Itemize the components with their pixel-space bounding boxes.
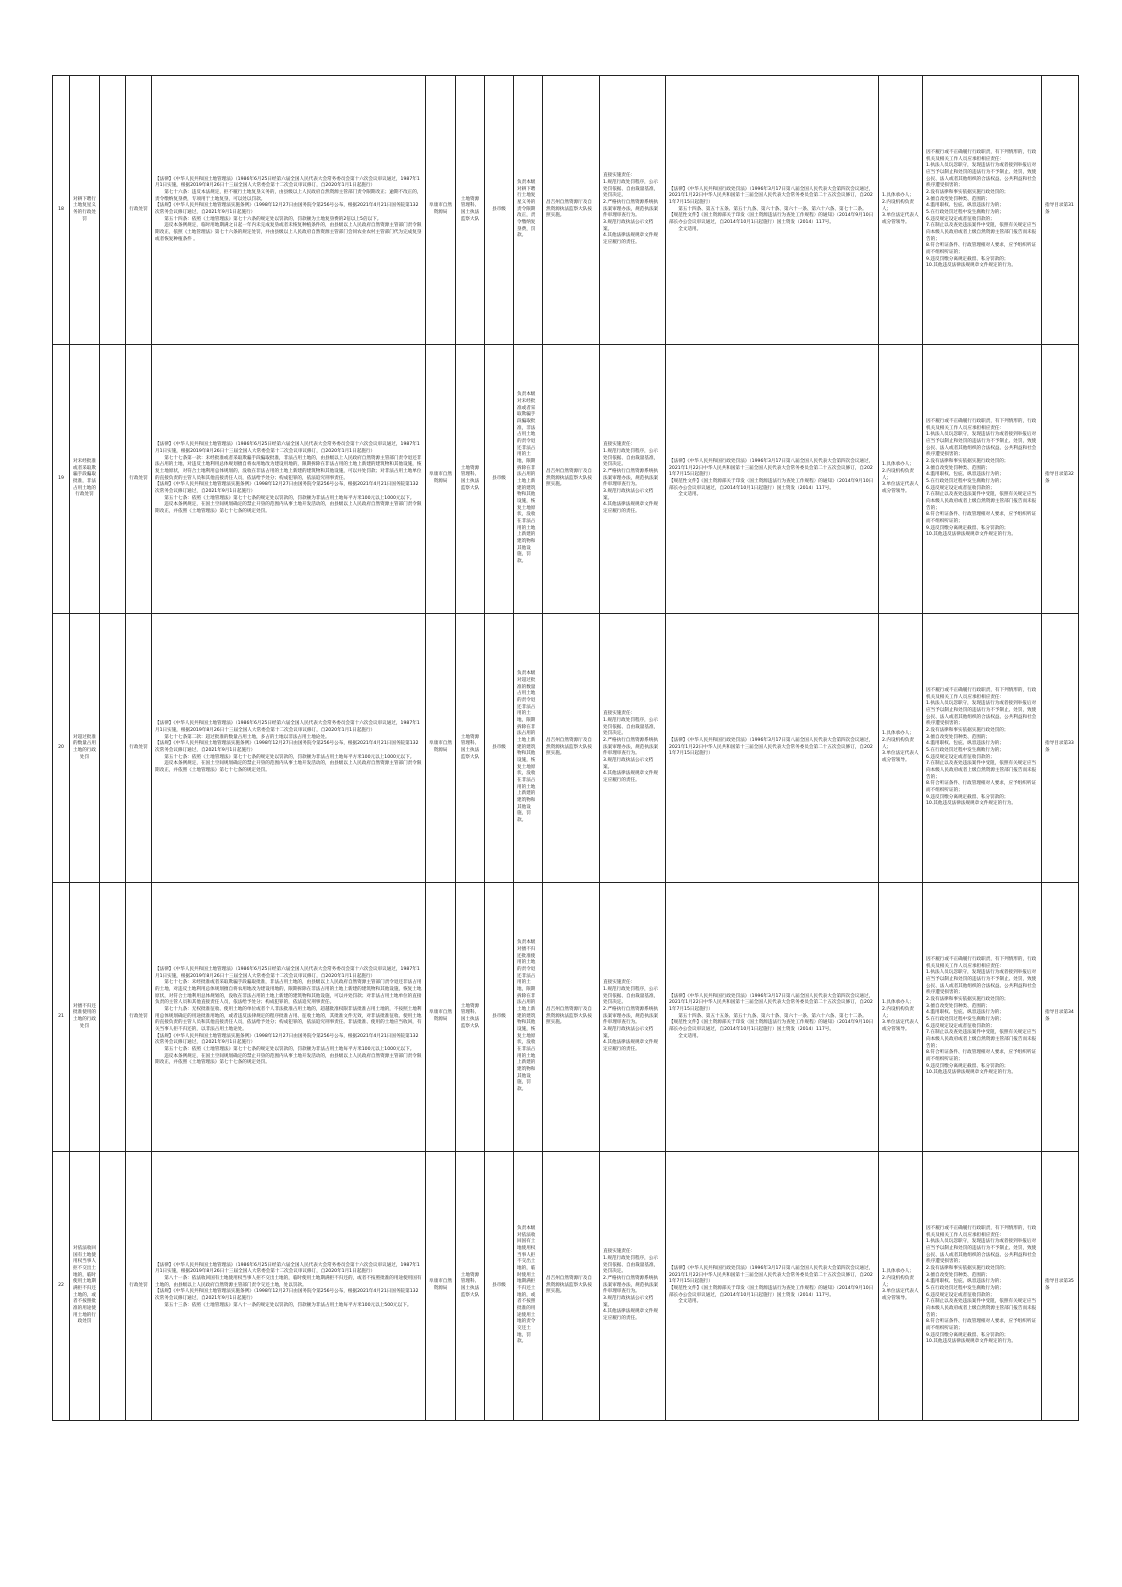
responsible-subject <box>879 1152 923 1421</box>
legal-basis <box>152 883 426 1152</box>
implementing-agency: 阜康市自然资源局 <box>426 345 456 614</box>
responsibility-basis-text: 【法律】《中华人民共和国行政处罚法》（1996年3月17日第八届全国人民代表大会第四次会议通过，2021年1月22日中华人民共和国第十三届全国人民代表大会常务委员会第二十五次会议修订，自2021年7月15日起施行） 【规范性文件】《国土资源部关于印发〈国土资源违法行为查处工作规程〉的通知》（2014年9月10日部长办公会议审议通过，自2014年10月1日起施行）国土资发（2014）117号。 全文适用。 <box>669 459 874 498</box>
coordinating-department: 昌吉州自然资源厅及自然资源执法监察大队按照实施。 <box>543 1152 600 1421</box>
accountability-text: 因不履行或不正确履行行政职责，有下列情形的，行政机关及相关工作人员应承担相应责任： 1.执法人员玩忽职守，发现违法行为或者接到举报后对应当予以制止和处罚的违法行为不予制止、处罚，致使公民、法人或者其他组织的合法权益、公共利益和社会秩序遭受损害的； 2.没有法律和事实依据实施行政处罚的； 3.擅自改变处罚种类、范围的； 4.滥用职权、包庇、纵容违法行为的； 5.在行政处罚过程中发生腐败行为的； 6.违反规定设定或者征收罚款的； 7.在制止以及查处违法案件中受阻，依照有关规定应当向本级人民政府或者上级自然资源主管部门报告而未报告的； 8.符合听证条件、行政管理相对人要求，应予组织听证而不组织听证的； 9.违反罚缴分离规定截留、私分罚款的； 10.其他违反法律法规规章文件规定的行为。 <box>926 688 1037 807</box>
duty-description <box>600 76 666 345</box>
item-type: 行政处罚 <box>126 345 152 614</box>
responsible-subject <box>879 345 923 614</box>
undertaking-unit: 土地资源管理科、国土执法监察大队 <box>456 883 485 1152</box>
accountability-situation <box>923 883 1042 1152</box>
responsible-subject-text: 1.具体承办人； 2.内设机构负责人； 3.单位法定代表人或分管领导。 <box>882 193 919 225</box>
responsibility-basis-text: 【法律】《中华人民共和国行政处罚法》（1996年3月17日第八届全国人民代表大会第四次会议通过，2021年1月22日中华人民共和国第十三届全国人民代表大会常务委员会第二十五次会议修订，自2021年7月15日起施行） <box>669 738 874 757</box>
power-list-table <box>52 75 1079 1421</box>
legal-basis <box>152 614 426 883</box>
responsible-subject-text: 1.具体承办人； 2.内设机构负责人； 3.单位法定代表人或分管领导。 <box>882 1269 919 1301</box>
catalog-reference: 指导目录第31条 <box>1042 76 1079 345</box>
catalog-reference: 指导目录第33条 <box>1042 614 1079 883</box>
undertaking-unit: 土地资源管理科、国土执法监察大队 <box>456 614 485 883</box>
responsible-subject-text: 1.具体承办人； 2.内设机构负责人； 3.单位法定代表人或分管领导。 <box>882 1000 919 1032</box>
table-row <box>53 1152 1079 1421</box>
coordinating-department: 昌吉州自然资源厅及自然资源执法监察大队按照实施。 <box>543 345 600 614</box>
implementing-agency: 阜康市自然资源局 <box>426 883 456 1152</box>
duty-description <box>600 345 666 614</box>
responsibility-basis <box>666 345 879 614</box>
legal-basis-text: 【法律】《中华人民共和国土地管理法》（1986年6月25日经第六届全国人民代表大会常务委员会第十六次会议审议通过，1987年1月1日实施，根据2019年8月26日十三届全国人大常委会第十二次会议审议修订，自2020年1月1日起施行） 第七十七条：未经批准或者采取欺骗手段骗取批准，非法占用土地的，由县级以上人民政府自然资源主管部门责令退还非法占用的土地，对违反土地利用总体规划擅自将农用地改为建设用地的，限期拆除在非法占用的土地上新建的建筑物和其他设施，恢复土地原状，对符合土地利用总体规划的，没收在非法占用的土地上新建的建筑物和其他设施，可以并处罚款；对非法占用土地单位的直接负责的主管人员和其他直接责任人员，依法给予处分；构成犯罪的，依法追究刑事责任。 第七十九条：无权批准征收、使用土地的单位或者个人非法批准占用土地的，超越批准权限非法批准占用土地的，不按照土地利用总体规划确定的用途批准用地的，或者违反法律规定的程序批准占用、征收土地的，其批准文件无效，对非法批准征收、使用土地的直接负责的主管人员和其他直接责任人员，依法给予处分；构成犯罪的，依法追究刑事责任。非法批准、使用的土地应当收回，有关当事人拒不归还的，以非法占用土地论处。 【法规】《中华人民共和国土地管理法实施条例》（1998年12月27日由国务院令第256号公布，根据2021年4月21日国务院第132次常务会议修订通过，自2021年9月1日起施行） 第五十七条：依照《土地管理法》第七十七条的规定处以罚款的，罚款额为非法占用土地每平方米100元以上1000元以下。 违反本条例规定，在国土空间规划确定的禁止开垦的范围内从事土地开发活动的，由县级以上人民政府自然资源主管部门责令限期改正，并依照《土地管理法》第七十七条的规定处罚。 <box>155 967 422 1066</box>
item-type: 行政处罚 <box>126 883 152 1152</box>
blank-cell <box>100 76 126 345</box>
responsibility-matter: 负责本级对超过批准的数量占用土地的责令退还非法占用的土地，限期拆除在非法占用的土地上新建的建筑物和其他设施，恢复土地原状，没收在非法占用的土地上新建的建筑物和其他设施，罚款。 <box>514 614 543 883</box>
accountability-situation <box>923 1152 1042 1421</box>
exercise-level: 县市级 <box>485 76 514 345</box>
duty-text: 直接实施责任： 1.规范行政处罚程序，公示处罚依据、自由裁量基准，处罚决定。 2.严格执行自然资源系统执法案审理办法，规范执法案件审理审查行为。 3.规范行政执法公示文档案。 4.其他法律法规规章文件规定应履行的责任。 <box>603 173 659 245</box>
responsibility-basis <box>666 1152 879 1421</box>
item-type: 行政处罚 <box>126 614 152 883</box>
table-row <box>53 614 1079 883</box>
table-row <box>53 345 1079 614</box>
item-name: 对超过批准的数量占用土地的行政处罚 <box>70 614 100 883</box>
undertaking-unit: 土地资源管理科、国土执法监察大队 <box>456 345 485 614</box>
item-type: 行政处罚 <box>126 1152 152 1421</box>
accountability-situation <box>923 345 1042 614</box>
responsibility-matter: 负责本级对未经批准或者采取欺骗手段骗取批准，非法占用土地的责令退还非法占用的土地，限期拆除在非法占用的土地上新建的建筑物和其他设施，恢复土地原状，没收在非法占用的土地上新建的建筑物和其他设施，罚款。 <box>514 345 543 614</box>
responsibility-matter: 负责本级对耕下聘行土地复星义务的责令限期改正，责令缴纳复垦费，罚款。 <box>514 76 543 345</box>
exercise-level: 县市级 <box>485 1152 514 1421</box>
blank-cell <box>100 883 126 1152</box>
duty-description <box>600 1152 666 1421</box>
catalog-reference: 指导目录第34条 <box>1042 883 1079 1152</box>
responsibility-basis <box>666 883 879 1152</box>
duty-text: 直接实施责任： 1.规范行政处罚程序，公示处罚依据、自由裁量基准，处罚决定。 2.严格执行自然资源系统执法案审理办法，规范执法案件审理审查行为。 3.规范行政执法公示文档案。 4.其他法律法规规章文件规定应履行的责任。 <box>603 1249 659 1321</box>
item-name: 对依法收回国有土地使用权当事人拒不交出土地的，临时使用土地期满拒不归还土地的，或者不按照批准的用途使用土地的行政处罚 <box>70 1152 100 1421</box>
accountability-situation <box>923 76 1042 345</box>
responsible-subject <box>879 883 923 1152</box>
item-name: 对未经批准或者采取欺骗手段骗取批准，非法占用土地的行政处罚 <box>70 345 100 614</box>
responsibility-basis <box>666 76 879 345</box>
blank-cell <box>100 345 126 614</box>
duty-description <box>600 614 666 883</box>
catalog-reference: 指导目录第35条 <box>1042 1152 1079 1421</box>
responsible-subject <box>879 76 923 345</box>
legal-basis-text: 【法律】《中华人民共和国土地管理法》（1986年6月25日经第六届全国人民代表大会常务委员会第十六次会议审议通过，1987年1月1日实施，根据2019年8月26日十三届全国人大常委会第十二次会议审议修订，自2020年1月1日起施行） 第七十七条第一款：未经批准或者采取欺骗手段骗取批准，非法占用土地的，由县级以上人民政府自然资源主管部门责令退还非法占用的土地，对违反土地利用总体规划擅自将农用地改为建设用地的，限期拆除在非法占用的土地上新建的建筑物和其他设施，恢复土地原状，对符合土地利用总体规划的，没收在非法占用的土地上新建的建筑物和其他设施，可以并处罚款；对非法占用土地单位的直接负责的主管人员和其他直接责任人员，依法给予处分；构成犯罪的，依法追究刑事责任。 【法规】《中华人民共和国土地管理法实施条例》（1998年12月27日由国务院令第256号公布，根据2021年4月21日国务院第132次常务会议修订通过，自2021年9月1日起施行） 第五十七条：依照《土地管理法》第七十七条的规定处以罚款的，罚款额为非法占用土地每平方米100元以上1000元以下。 违反本条例规定，在国土空间规划确定的禁止开垦的范围内从事土地开发活动的，由县级以上人民政府自然资源主管部门责令限期改正，并依照《土地管理法》第七十七条的规定处罚。 <box>155 442 422 514</box>
legal-basis <box>152 1152 426 1421</box>
table-row <box>53 883 1079 1152</box>
accountability-text: 因不履行或不正确履行行政职责，有下列情形的，行政机关及相关工作人员应承担相应责任： 1.执法人员玩忽职守，发现违法行为或者接到举报后对应当予以制止和处罚的违法行为不予制止、处罚，致使公民、法人或者其他组织的合法权益、公共利益和社会秩序遭受损害的； 2.没有法律和事实依据实施行政处罚的； 3.擅自改变处罚种类、范围的； 4.滥用职权、包庇、纵容违法行为的； 5.在行政处罚过程中发生腐败行为的； 6.违反规定设定或者征收罚款的； 7.在制止以及查处违法案件中受阻，依照有关规定应当向本级人民政府或者上级自然资源主管部门报告而未报告的； 8.符合听证条件、行政管理相对人要求，应予组织听证而不组织听证的； 9.违反罚缴分离规定截留、私分罚款的； 10.其他违反法律法规规章文件规定的行为。 <box>926 150 1037 269</box>
exercise-level: 县市级 <box>485 345 514 614</box>
responsible-subject-text: 1.具体承办人； 2.内设机构负责人； 3.单位法定代表人或分管领导。 <box>882 462 919 494</box>
accountability-situation <box>923 614 1042 883</box>
item-type: 行政处罚 <box>126 76 152 345</box>
undertaking-unit: 土地资源管理科、国土执法监察大队 <box>456 76 485 345</box>
row-number: 19 <box>53 345 70 614</box>
responsibility-basis-text: 【法律】《中华人民共和国行政处罚法》（1996年3月17日第八届全国人民代表大会第四次会议通过，2021年1月22日中华人民共和国第十三届全国人民代表大会常务委员会第二十五次会议修订，自2021年7月15日起施行） 第五十四条、第五十五条、第五十九条、第六十条、第六十一条、第六十六条、第七十二条。 【规范性文件】《国土资源部关于印发〈国土资源违法行为查处工作规程〉的通知》（2014年9月10日部长办公会议审议通过，自2014年10月1日起施行）国土资发（2014）117号。 全文适用。 <box>669 186 874 232</box>
legal-basis <box>152 76 426 345</box>
responsibility-basis-text: 【法律】《中华人民共和国行政处罚法》（1996年3月17日第八届全国人民代表大会第四次会议通过，2021年1月22日中华人民共和国第十三届全国人民代表大会常务委员会第二十五次会议修订，自2021年7月15日起施行） 第五十四条、第五十五条、第五十九条、第六十条、第六十一条、第六十六条、第七十二条。 【规范性文件】《国土资源部关于印发〈国土资源违法行为查处工作规程〉的通知》（2014年9月10日部长办公会议审议通过，自2014年10月1日起施行）国土资发（2014）117号。 全文适用。 <box>669 993 874 1039</box>
legal-basis <box>152 345 426 614</box>
implementing-agency: 阜康市自然资源局 <box>426 1152 456 1421</box>
implementing-agency: 阜康市自然资源局 <box>426 614 456 883</box>
catalog-reference: 指导目录第32条 <box>1042 345 1079 614</box>
duty-description <box>600 883 666 1152</box>
responsibility-matter: 负责本级对擅不归还批准使用的土地的责令退还非法占用的土地，限期拆除在非法占用的土地上新建的建筑物和其他设施，恢复土地原状，没收在非法占用的土地上新建的建筑物和其他设施，罚款。 <box>514 883 543 1152</box>
legal-basis-text: 【法律】《中华人民共和国土地管理法》（1986年6月25日经第六届全国人民代表大会常务委员会第十六次会议审议通过，1987年1月1日实施，根据2019年8月26日十三届全国人大常委会第十二次会议审议修订，自2020年1月1日起施行） 第七十七条第二款：超过批准的数量占用土地，多占的土地以非法占用土地论处。 【法规】《中华人民共和国土地管理法实施条例》（1998年12月27日由国务院令第256号公布，根据2021年4月21日国务院第132次常务会议修订通过，自2021年9月1日起施行） 第五十七条：依照《土地管理法》第七十七条的规定处以罚款的，罚款额为非法占用土地每平方米100元以上1000元以下。 违反本条例规定，在国土空间规划确定的禁止开垦的范围内从事土地开发活动的，由县级以上人民政府自然资源主管部门责令限期改正，并依照《土地管理法》第七十七条的规定处罚。 <box>155 721 422 773</box>
responsible-subject <box>879 614 923 883</box>
coordinating-department: 昌吉州自然资源厅及自然资源执法监察大队按照实施。 <box>543 614 600 883</box>
coordinating-department: 昌吉州自然资源厅及自然资源执法监察大队按照实施。 <box>543 883 600 1152</box>
duty-text: 直接实施责任： 1.规范行政处罚程序，公示处罚依据、自由裁量基准，处罚决定。 2.严格执行自然资源系统执法案审理办法，规范执法案件审理审查行为。 3.规范行政执法公示文档案。 4.其他法律法规规章文件规定应履行的责任。 <box>603 711 659 783</box>
duty-text: 直接实施责任： 1.规范行政处罚程序，公示处罚依据、自由裁量基准，处罚决定。 2.严格执行自然资源系统执法案审理办法，规范执法案件审理审查行为。 3.规范行政执法公示文档案。 4.其他法律法规规章文件规定应履行的责任。 <box>603 980 659 1052</box>
coordinating-department: 昌吉州自然资源厅及自然资源执法监察大队按照实施。 <box>543 76 600 345</box>
accountability-text: 因不履行或不正确履行行政职责，有下列情形的，行政机关及相关工作人员应承担相应责任： 1.执法人员玩忽职守，发现违法行为或者接到举报后对应当予以制止和处罚的违法行为不予制止、处罚，致使公民、法人或者其他组织的合法权益、公共利益和社会秩序遭受损害的； 2.没有法律和事实依据实施行政处罚的； 3.擅自改变处罚种类、范围的； 4.滥用职权、包庇、纵容违法行为的； 5.在行政处罚过程中发生腐败行为的； 6.违反规定设定或者征收罚款的； 7.在制止以及查处违法案件中受阻，依照有关规定应当向本级人民政府或者上级自然资源主管部门报告而未报告的； 8.符合听证条件、行政管理相对人要求，应予组织听证而不组织听证的； 9.违反罚缴分离规定截留、私分罚款的； 10.其他违反法律法规规章文件规定的行为。 <box>926 1226 1037 1345</box>
item-name: 对耕下聘行土地复星义务的行政处罚 <box>70 76 100 345</box>
legal-basis-text: 【法律】《中华人民共和国土地管理法》（1986年6月25日经第六届全国人民代表大会常务委员会第十六次会议审议通过，1987年1月1日实施，根据2019年8月26日十三届全国人大常委会第十二次会议审议修订，自2020年1月1日起施行） 第七十六条：违反本法规定，拒不履行土地复垦义务的，由县级以上人民政府自然资源主管部门责令限期改正；逾期不改正的，责令缴纳复垦费，专项用于土地复垦，可以处以罚款。 【法规】《中华人民共和国土地管理法实施条例》（1998年12月27日由国务院令第256号公布，根据2021年4月21日国务院第132次常务会议修订通过，自2021年9月1日起施行） 第五十四条：依照《土地管理法》第七十六条的规定处以罚款的，罚款额为土地复垦费的2倍以上5倍以下。 违反本条例规定，临时用地期满之日起一年内未完成复垦或者未恢复种植条件的，由县级以上人民政府自然资源主管部门责令限期改正，依照《土地管理法》第七十六条的规定处罚，并由县级以上人民政府自然资源主管部门会同农业农村主管部门代为完成复垦或者恢复种植条件 。 <box>155 176 422 242</box>
accountability-text: 因不履行或不正确履行行政职责，有下列情形的，行政机关及相关工作人员应承担相应责任： 1.执法人员玩忽职守，发现违法行为或者接到举报后对应当予以制止和处罚的违法行为不予制止、处罚，致使公民、法人或者其他组织的合法权益、公共利益和社会秩序遭受损害的； 2.没有法律和事实依据实施行政处罚的； 3.擅自改变处罚种类、范围的； 4.滥用职权、包庇、纵容违法行为的； 5.在行政处罚过程中发生腐败行为的； 6.违反规定设定或者征收罚款的； 7.在制止以及查处违法案件中受阻，依照有关规定应当向本级人民政府或者上级自然资源主管部门报告而未报告的； 8.符合听证条件、行政管理相对人要求，应予组织听证而不组织听证的； 9.违反罚缴分离规定截留、私分罚款的； 10.其他违反法律法规规章文件规定的行为。 <box>926 419 1037 538</box>
row-number: 21 <box>53 883 70 1152</box>
row-number: 18 <box>53 76 70 345</box>
implementing-agency: 阜康市自然资源局 <box>426 76 456 345</box>
exercise-level: 县市级 <box>485 614 514 883</box>
table-row <box>53 76 1079 345</box>
accountability-text: 因不履行或不正确履行行政职责，有下列情形的，行政机关及相关工作人员应承担相应责任： 1.执法人员玩忽职守，发现违法行为或者接到举报后对应当予以制止和处罚的违法行为不予制止、处罚，致使公民、法人或者其他组织的合法权益、公共利益和社会秩序遭受损害的； 2.没有法律和事实依据实施行政处罚的； 3.擅自改变处罚种类、范围的； 4.滥用职权、包庇、纵容违法行为的； 5.在行政处罚过程中发生腐败行为的； 6.违反规定设定或者征收罚款的； 7.在制止以及查处违法案件中受阻，依照有关规定应当向本级人民政府或者上级自然资源主管部门报告而未报告的； 8.符合听证条件、行政管理相对人要求，应予组织听证而不组织听证的； 9.违反罚缴分离规定截留、私分罚款的； 10.其他违反法律法规规章文件规定的行为。 <box>926 957 1037 1076</box>
row-number: 22 <box>53 1152 70 1421</box>
undertaking-unit: 土地资源管理科、国土执法监察大队 <box>456 1152 485 1421</box>
exercise-level: 县市级 <box>485 883 514 1152</box>
item-name: 对擅不归还批准使用的土地的行政处罚 <box>70 883 100 1152</box>
responsibility-basis-text: 【法律】《中华人民共和国行政处罚法》（1996年3月17日第八届全国人民代表大会第四次会议通过，2021年1月22日中华人民共和国第十三届全国人民代表大会常务委员会第二十五次会议修订，自2021年7月15日起施行） 【规范性文件】《国土资源部关于印发〈国土资源违法行为查处工作规程〉的通知》（2014年9月10日部长办公会议审议通过，自2014年10月1日起施行）国土资发（2014）117号。 全文适用。 <box>669 1266 874 1305</box>
responsibility-matter: 负责本级对依法收回国有土地使用权当事人拒不交出土地的，临时使用土地期满拒不归还土地的，或者不按照批准的用途使用土地的责令交还土地，罚款。 <box>514 1152 543 1421</box>
duty-text: 直接实施责任： 1.规范行政处罚程序，公示处罚依据、自由裁量基准，处罚决定。 2.严格执行自然资源系统执法案审理办法，规范执法案件审理审查行为。 3.规范行政执法公示文档案。 4.其他法律法规规章文件规定应履行的责任。 <box>603 442 659 514</box>
row-number: 20 <box>53 614 70 883</box>
blank-cell <box>100 614 126 883</box>
blank-cell <box>100 1152 126 1421</box>
responsible-subject-text: 1.具体承办人； 2.内设机构负责人； 3.单位法定代表人或分管领导。 <box>882 731 919 763</box>
legal-basis-text: 【法律】《中华人民共和国土地管理法》（1986年6月25日经第六届全国人民代表大会常务委员会第十六次会议审议通过，1987年1月1日实施，根据2019年8月26日十三届全国人大常委会第十二次会议审议修订，自2020年1月1日起施行） 第八十一条：依法收回国有土地使用权当事人拒不交出土地的，临时使用土地期满拒不归还的，或者不按照批准的用途使用国有土地的，由县级以上人民政府自然资源主管部门责令交还土地，处以罚款。 【法规】《中华人民共和国土地管理法实施条例》（1998年12月27日由国务院令第256号公布，根据2021年4月21日国务院第132次常务会议修订通过，自2021年9月1日起施行） 第五十三条：依照《土地管理法》第八十一条的规定处以罚款的，罚款额为非法占用土地每平方米100元以上500元以下。 <box>155 1262 422 1308</box>
responsibility-basis <box>666 614 879 883</box>
